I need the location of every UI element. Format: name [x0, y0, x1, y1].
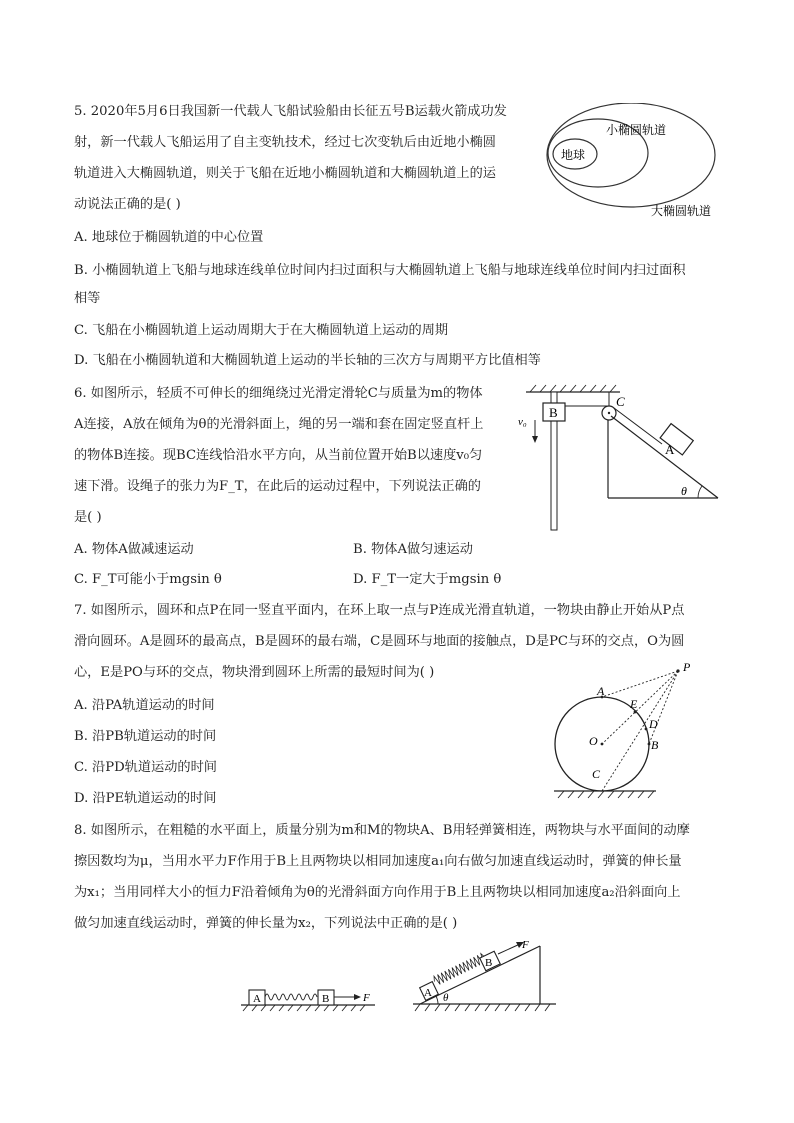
q7-option-b: B. 沿PB轨道运动的时间: [74, 729, 217, 744]
q6-label-v0: v₀: [518, 416, 527, 428]
q7-label-e: E: [630, 697, 638, 711]
q8-stem-line-4: 做匀加速直线运动时，弹簧的伸长量为x₂，下列说法中正确的是( ): [74, 916, 458, 931]
q7-label-p: P: [683, 660, 691, 674]
q6-stem-line-2: A连接，A放在倾角为θ的光滑斜面上，绳的另一端和套在固定竖直杆上: [74, 417, 484, 432]
q5-option-b: B. 小椭圆轨道上飞船与地球连线单位时间内扫过面积与大椭圆轨道上飞船与地球连线单位时间内扫过面积: [74, 263, 686, 278]
q7-stem-line-3: 心，E是PO与环的交点，物块滑到圆环上所需的最短时间为( ): [74, 665, 435, 680]
q8-stem-line-2: 擦因数均为μ，当用水平力F作用于B上且两物块以相同加速度a₁向右做匀加速直线运动时，弹簧的伸长量: [74, 854, 682, 869]
q5-option-a: A. 地球位于椭圆轨道的中心位置: [74, 230, 264, 245]
q5-orbit-figure: [544, 103, 724, 220]
q5-stem-line-2: 射，新一代载人飞船运用了自主变轨技术，经过七次变轨后由近地小椭圆: [74, 135, 496, 150]
q8-stem-line-3: 为x₁；当用同样大小的恒力F沿着倾角为θ的光滑斜面方向作用于B上且两物块以相同加速度a₂沿斜面向上: [74, 885, 681, 900]
q5-stem-line-4: 动说法正确的是( ): [74, 197, 181, 212]
q6-stem-line-5: 是( ): [74, 510, 102, 525]
q8-stem-line-1: 8. 如图所示，在粗糙的水平面上，质量分别为m和M的物块A、B用轻弹簧相连，两物块与水平面间的动摩: [74, 823, 690, 838]
q6-label-c: C: [616, 394, 625, 409]
q7-label-a: A: [597, 684, 605, 698]
q5-stem-line-3: 轨道进入大椭圆轨道，则关于飞船在近地小椭圆轨道和大椭圆轨道上的运: [74, 166, 496, 181]
q7-option-a: A. 沿PA轨道运动的时间: [74, 698, 215, 713]
q6-pulley-figure: [512, 380, 724, 535]
q7-label-o: O: [589, 734, 598, 748]
q8-incline-figure: [410, 938, 560, 1016]
q7-stem-line-1: 7. 如图所示，圆环和点P在同一竖直平面内，在环上取一点与P连成光滑直轨道，一物块由静止开始从P点: [74, 603, 685, 618]
q6-stem-line-4: 速下滑。设绳子的张力为F_T，在此后的运动过程中，下列说法正确的: [74, 479, 481, 494]
q6-label-theta: θ: [681, 484, 687, 498]
q6-stem-line-1: 6. 如图所示，轻质不可伸长的细绳绕过光滑定滑轮C与质量为m的物体: [74, 386, 483, 401]
q8-i-label-b: B: [485, 957, 493, 969]
q6-label-b: B: [549, 405, 558, 420]
q5-option-b-cont: 相等: [74, 291, 101, 306]
q5-earth-label: 地球: [561, 148, 586, 162]
q5-small-orbit-label: 小椭圆轨道: [606, 123, 667, 137]
q7-option-d: D. 沿PE轨道运动的时间: [74, 791, 217, 806]
q6-option-d: D. F_T一定大于mgsin θ: [353, 572, 502, 587]
q8-horizontal-figure: [238, 984, 378, 1014]
q8-h-label-a: A: [253, 993, 261, 1005]
q7-label-b: B: [651, 738, 659, 752]
q6-option-a: A. 物体A做减速运动: [74, 542, 194, 557]
q8-i-label-f: F: [522, 939, 529, 951]
q6-stem-line-3: 的物体B连接。现BC连线恰沿水平方向，从当前位置开始B以速度v₀匀: [74, 448, 483, 463]
q7-label-d: D: [649, 717, 658, 731]
q5-stem-line-1: 5. 2020年5月6日我国新一代载人飞船试验船由长征五号B运载火箭成功发: [74, 104, 507, 119]
q5-option-c: C. 飞船在小椭圆轨道上运动周期大于在大椭圆轨道上运动的周期: [74, 323, 449, 338]
q6-label-a: A: [665, 442, 675, 457]
q8-h-label-b: B: [322, 993, 330, 1005]
q7-option-c: C. 沿PD轨道运动的时间: [74, 760, 217, 775]
q7-ring-figure: [544, 660, 724, 800]
q6-option-c: C. F_T可能小于mgsin θ: [74, 572, 222, 587]
q8-h-label-f: F: [363, 992, 370, 1004]
q5-option-d: D. 飞船在小椭圆轨道和大椭圆轨道上运动的半长轴的三次方与周期平方比值相等: [74, 353, 541, 368]
q5-large-orbit-label: 大椭圆轨道: [651, 204, 712, 218]
q7-label-c: C: [592, 767, 601, 781]
q8-i-label-theta: θ: [443, 992, 449, 1004]
q6-option-b: B. 物体A做匀速运动: [353, 542, 473, 557]
q8-i-label-a: A: [424, 987, 432, 999]
q7-stem-line-2: 滑向圆环。A是圆环的最高点，B是圆环的最右端，C是圆环与地面的接触点，D是PC与环的交点，O为圆: [74, 634, 685, 649]
